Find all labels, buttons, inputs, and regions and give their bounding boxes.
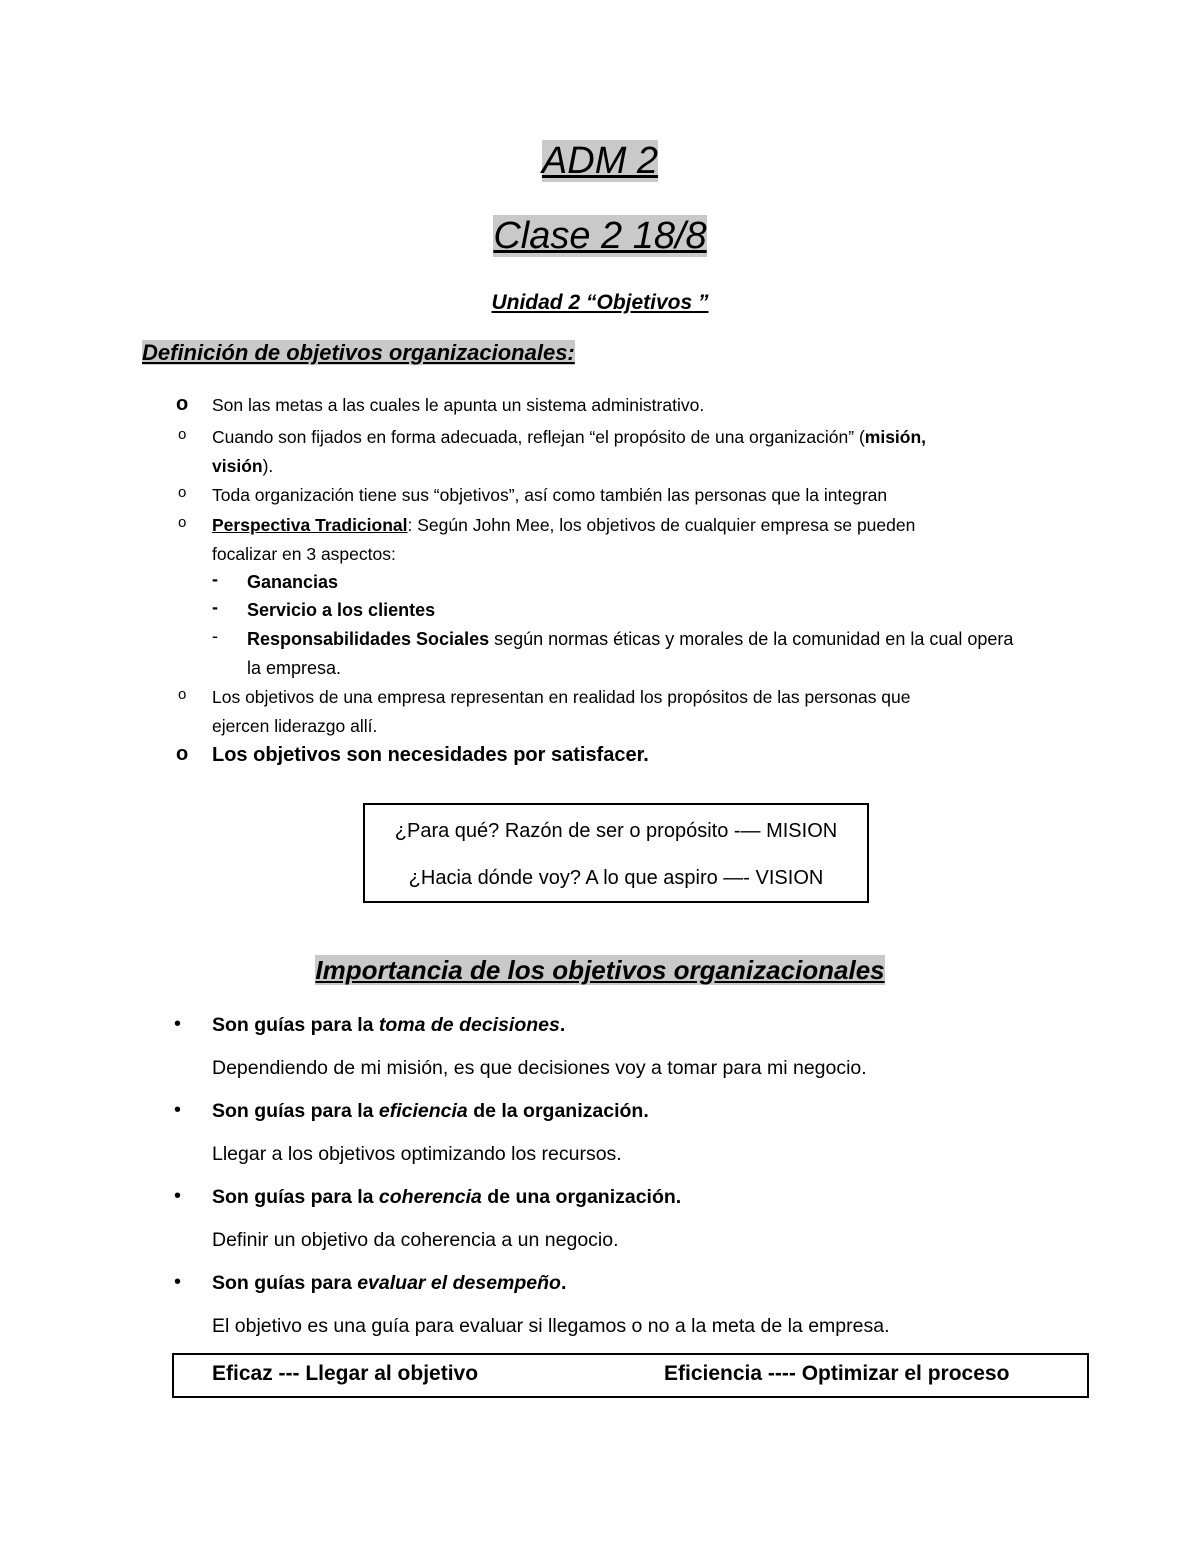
list-item-continuation: ejercen liderazgo allí. [212,716,378,736]
list-item-continuation: visión). [212,456,274,476]
importancia-item-text: Llegar a los objetivos optimizando los recursos. [212,1143,622,1165]
aspect-item: Responsabilidades Sociales según normas éticas y morales de la comunidad en la cual opera [247,629,1014,649]
list-marker: o [176,393,189,415]
list-marker: o [178,686,187,703]
importancia-item-text: El objetivo es una guía para evaluar si llegamos o no a la meta de la empresa. [212,1315,890,1337]
importancia-item-heading: Son guías para la toma de decisiones. [212,1014,566,1036]
importancia-item-heading: Son guías para la eficiencia de la organización. [212,1100,649,1122]
importancia-item-heading: Son guías para evaluar el desempeño. [212,1272,567,1294]
list-item: Perspectiva Tradicional: Según John Mee, los objetivos de cualquier empresa se pueden [212,515,916,535]
doc-title: ADM 2 [541,140,659,182]
mision-vision-box [363,803,869,903]
list-item-continuation: focalizar en 3 aspectos: [212,544,396,564]
importancia-item-heading: Son guías para la coherencia de una organización. [212,1186,682,1208]
list-item: Los objetivos son necesidades por satisfacer. [212,744,649,766]
unit-title: Unidad 2 “Objetivos ” [491,291,709,314]
list-item: Son las metas a las cuales le apunta un sistema administrativo. [212,395,705,415]
importancia-item-text: Definir un objetivo da coherencia a un negocio. [212,1229,619,1251]
eficaz-label: Eficaz --- Llegar al objetivo [212,1362,479,1385]
dash-marker: - [212,569,218,589]
dash-marker: - [212,626,218,646]
list-marker: o [178,514,187,531]
eficiencia-label: Eficiencia ---- Optimizar el proceso [664,1362,1010,1385]
list-item: Los objetivos de una empresa representan en realidad los propósitos de las personas que [212,687,911,707]
list-marker: o [178,426,187,443]
class-title: Clase 2 18/8 [493,215,707,257]
definicion-heading: Definición de objetivos organizacionales: [142,340,575,365]
aspect-item-continuation: la empresa. [247,658,342,678]
bullet-marker: • [174,1185,182,1207]
list-item: Toda organización tiene sus “objetivos”, así como también las personas que la integran [212,485,888,505]
bullet-marker: • [174,1013,182,1035]
list-marker: o [176,743,189,765]
list-marker: o [178,484,187,501]
eficaz-eficiencia-box [172,1353,1089,1398]
importancia-item-text: Dependiendo de mi misión, es que decisiones voy a tomar para mi negocio. [212,1057,867,1079]
bullet-marker: • [174,1099,182,1121]
dash-marker: - [212,597,218,617]
importancia-heading: Importancia de los objetivos organizacionales [315,955,885,985]
bullet-marker: • [174,1271,182,1293]
aspect-item: Ganancias [247,572,339,592]
mision-line: ¿Para qué? Razón de ser o propósito -— MISION [394,820,838,842]
vision-line: ¿Hacia dónde voy? A lo que aspiro —- VISION [408,867,824,889]
aspect-item: Servicio a los clientes [247,600,436,620]
list-item: Cuando son fijados en forma adecuada, reflejan “el propósito de una organización” (misión, [212,427,927,447]
